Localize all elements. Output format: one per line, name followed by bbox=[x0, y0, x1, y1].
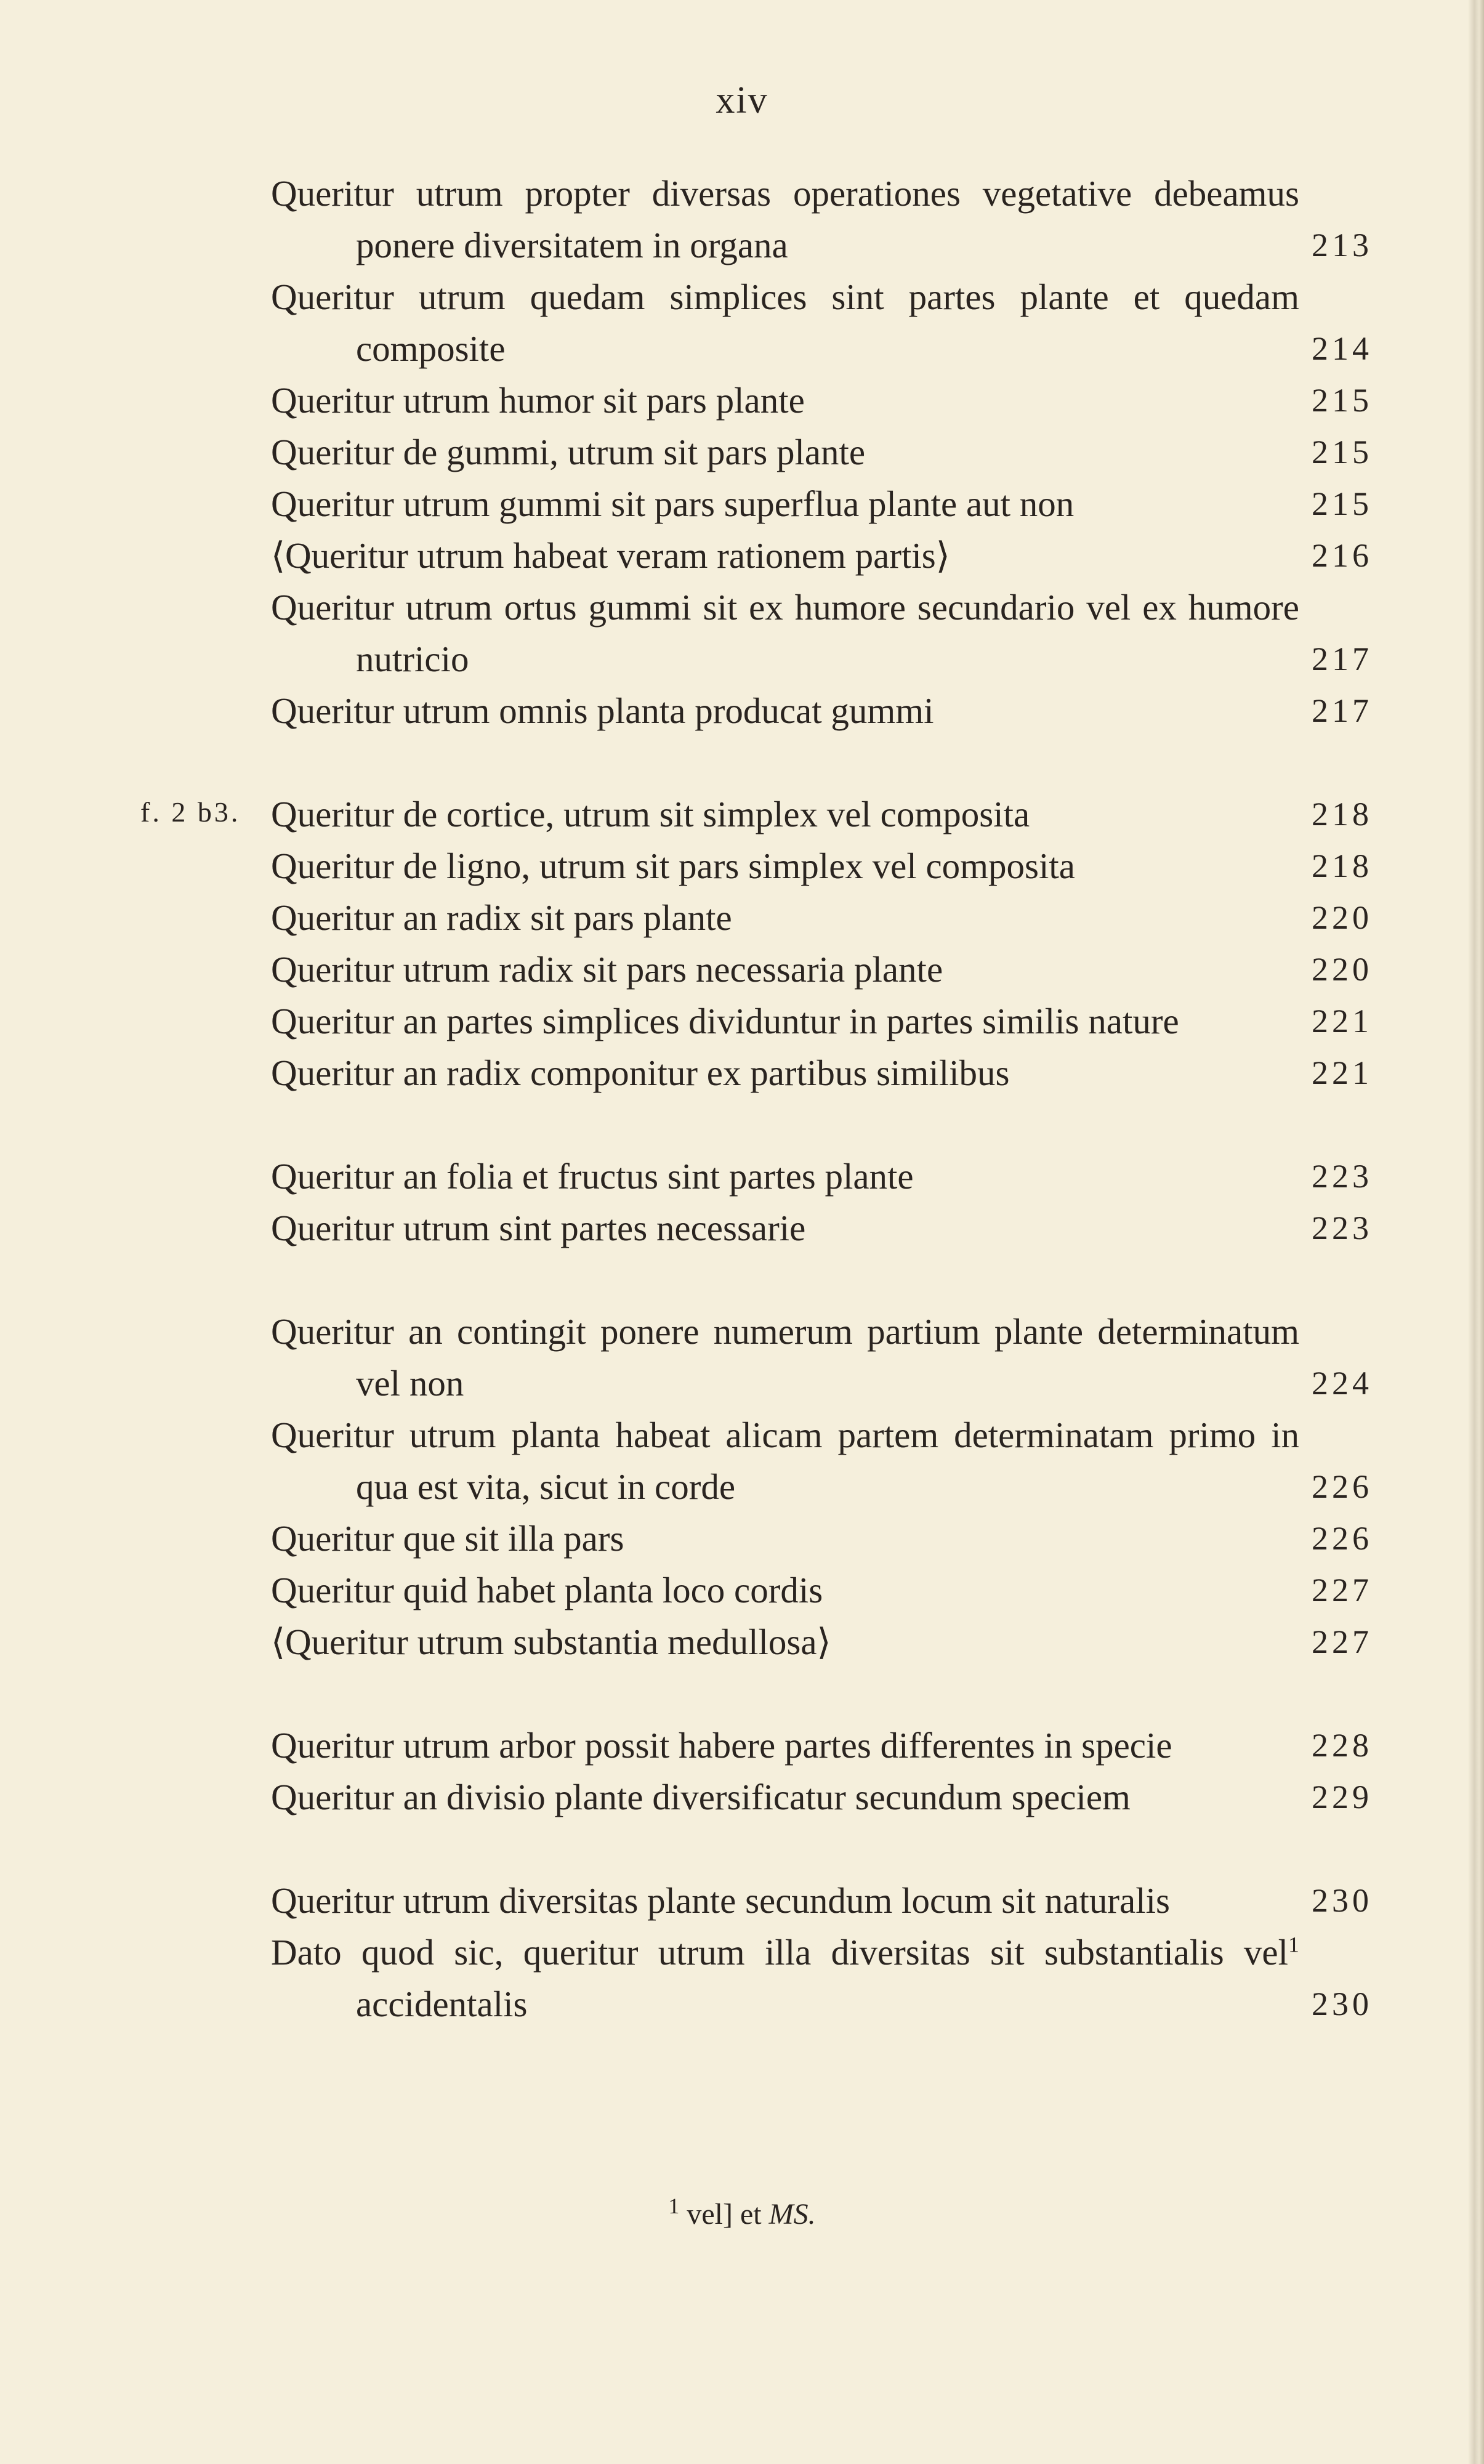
entry-text: Queritur de gummi, utrum sit pars plante bbox=[271, 432, 866, 472]
entry-page: 227 bbox=[1312, 1623, 1373, 1660]
entry-page: 218 bbox=[1312, 796, 1373, 833]
entry-page: 220 bbox=[1312, 899, 1373, 936]
toc-entry bbox=[271, 374, 1429, 426]
table-of-contents bbox=[271, 168, 1429, 2030]
footnote-reference: 1 bbox=[1288, 1932, 1299, 1957]
toc-entry bbox=[271, 581, 1429, 685]
entry-page: 214 bbox=[1312, 330, 1373, 367]
entry-text: ⟨Queritur utrum habeat veram rationem partis⟩ bbox=[271, 535, 950, 576]
toc-entry bbox=[271, 1150, 1429, 1202]
entry-text: Queritur an radix componitur ex partibus similibus bbox=[271, 1052, 1010, 1093]
entry-text: Queritur utrum gummi sit pars superflua plante aut non bbox=[271, 483, 1075, 524]
section-gap bbox=[271, 1823, 1429, 1875]
entry-text: Queritur que sit illa pars bbox=[271, 1518, 624, 1559]
entry-text: Queritur utrum quedam simplices sint partes plante et quedam composite bbox=[271, 277, 1299, 369]
entry-text: Queritur an divisio plante diversificatur secundum speciem bbox=[271, 1777, 1131, 1817]
entry-text: Queritur utrum planta habeat alicam partem determinatam primo in qua est vita, sicut in corde bbox=[271, 1415, 1299, 1507]
entry-text: Queritur utrum sint partes necessarie bbox=[271, 1208, 806, 1248]
entry-text: Queritur an contingit ponere numerum partium plante determinatum vel non bbox=[271, 1311, 1299, 1404]
entry-page: 228 bbox=[1312, 1727, 1373, 1764]
toc-entry bbox=[271, 1875, 1429, 1926]
entry-page: 230 bbox=[1312, 1985, 1373, 2022]
footnote-text: vel] et bbox=[679, 2198, 769, 2231]
entry-page: 221 bbox=[1312, 1003, 1373, 1040]
entry-page: 221 bbox=[1312, 1054, 1373, 1091]
footnote-mark: 1 bbox=[668, 2194, 680, 2218]
entry-text-continued: accidentalis bbox=[356, 1984, 528, 2024]
entry-text: Queritur an partes simplices dividuntur in partes similis nature bbox=[271, 1001, 1179, 1041]
entry-text: Queritur utrum ortus gummi sit ex humore secundario vel ex humore nutricio bbox=[271, 587, 1299, 679]
toc-entry bbox=[271, 1926, 1429, 2030]
toc-entry bbox=[271, 271, 1429, 374]
entry-text: Queritur de cortice, utrum sit simplex vel composita bbox=[271, 794, 1030, 834]
entry-page: 227 bbox=[1312, 1572, 1373, 1609]
toc-entry bbox=[271, 1719, 1429, 1771]
toc-entry bbox=[271, 530, 1429, 581]
entry-page: 223 bbox=[1312, 1210, 1373, 1246]
section-gap bbox=[271, 737, 1429, 788]
entry-text: Dato quod sic, queritur utrum illa diversitas sit substantialis vel bbox=[271, 1932, 1288, 1973]
entry-page: 213 bbox=[1312, 227, 1373, 264]
toc-entry bbox=[271, 892, 1429, 943]
entry-page: 218 bbox=[1312, 847, 1373, 884]
entry-text: Queritur quid habet planta loco cordis bbox=[271, 1570, 823, 1610]
toc-entry bbox=[271, 1202, 1429, 1254]
toc-entry bbox=[271, 1564, 1429, 1616]
entry-page: 229 bbox=[1312, 1779, 1373, 1816]
entry-page: 223 bbox=[1312, 1158, 1373, 1195]
entry-page: 230 bbox=[1312, 1882, 1373, 1919]
entry-page: 220 bbox=[1312, 951, 1373, 988]
entry-page: 226 bbox=[1312, 1468, 1373, 1505]
toc-entry bbox=[271, 478, 1429, 530]
entry-text: Queritur an folia et fructus sint partes plante bbox=[271, 1156, 914, 1197]
footnote-italic: MS. bbox=[768, 2198, 816, 2231]
entry-text: Queritur utrum radix sit pars necessaria plante bbox=[271, 949, 943, 990]
toc-entry bbox=[271, 1409, 1429, 1513]
toc-entry bbox=[271, 943, 1429, 995]
toc-entry bbox=[271, 995, 1429, 1047]
entry-text: Queritur utrum omnis planta producat gummi bbox=[271, 690, 934, 731]
toc-entry bbox=[271, 1771, 1429, 1823]
toc-entry bbox=[271, 788, 1429, 840]
toc-entry bbox=[271, 840, 1429, 892]
toc-entry bbox=[271, 426, 1429, 478]
entry-page: 215 bbox=[1312, 485, 1373, 522]
toc-entry bbox=[271, 1047, 1429, 1099]
entry-page: 215 bbox=[1312, 434, 1373, 471]
toc-entry bbox=[271, 1616, 1429, 1668]
entry-text: Queritur utrum propter diversas operationes vegetative debeamus ponere diversitatem in organa bbox=[271, 173, 1299, 265]
toc-entry bbox=[271, 168, 1429, 271]
page-number: xiv bbox=[716, 79, 768, 121]
entry-text: Queritur utrum diversitas plante secundum locum sit naturalis bbox=[271, 1880, 1170, 1921]
entry-page: 216 bbox=[1312, 537, 1373, 574]
entry-page: 224 bbox=[1312, 1365, 1373, 1402]
entry-page: 217 bbox=[1312, 692, 1373, 729]
toc-entry bbox=[271, 1513, 1429, 1564]
manuscript-folio-note: f. 2 b3. bbox=[140, 796, 241, 828]
entry-text: Queritur de ligno, utrum sit pars simplex vel composita bbox=[271, 846, 1075, 886]
entry-text: Queritur utrum arbor possit habere partes differentes in specie bbox=[271, 1725, 1172, 1766]
section-gap bbox=[271, 1254, 1429, 1306]
entry-text: ⟨Queritur utrum substantia medullosa⟩ bbox=[271, 1622, 831, 1662]
entry-page: 215 bbox=[1312, 382, 1373, 419]
toc-entry bbox=[271, 1306, 1429, 1409]
toc-entry bbox=[271, 685, 1429, 737]
section-gap bbox=[271, 1099, 1429, 1150]
footnote bbox=[0, 2194, 1484, 2231]
entry-text: Queritur utrum humor sit pars plante bbox=[271, 380, 805, 421]
entry-page: 226 bbox=[1312, 1520, 1373, 1557]
section-gap bbox=[271, 1668, 1429, 1719]
entry-page: 217 bbox=[1312, 640, 1373, 677]
entry-text: Queritur an radix sit pars plante bbox=[271, 897, 732, 938]
page-edge-shadow bbox=[1468, 0, 1484, 2464]
